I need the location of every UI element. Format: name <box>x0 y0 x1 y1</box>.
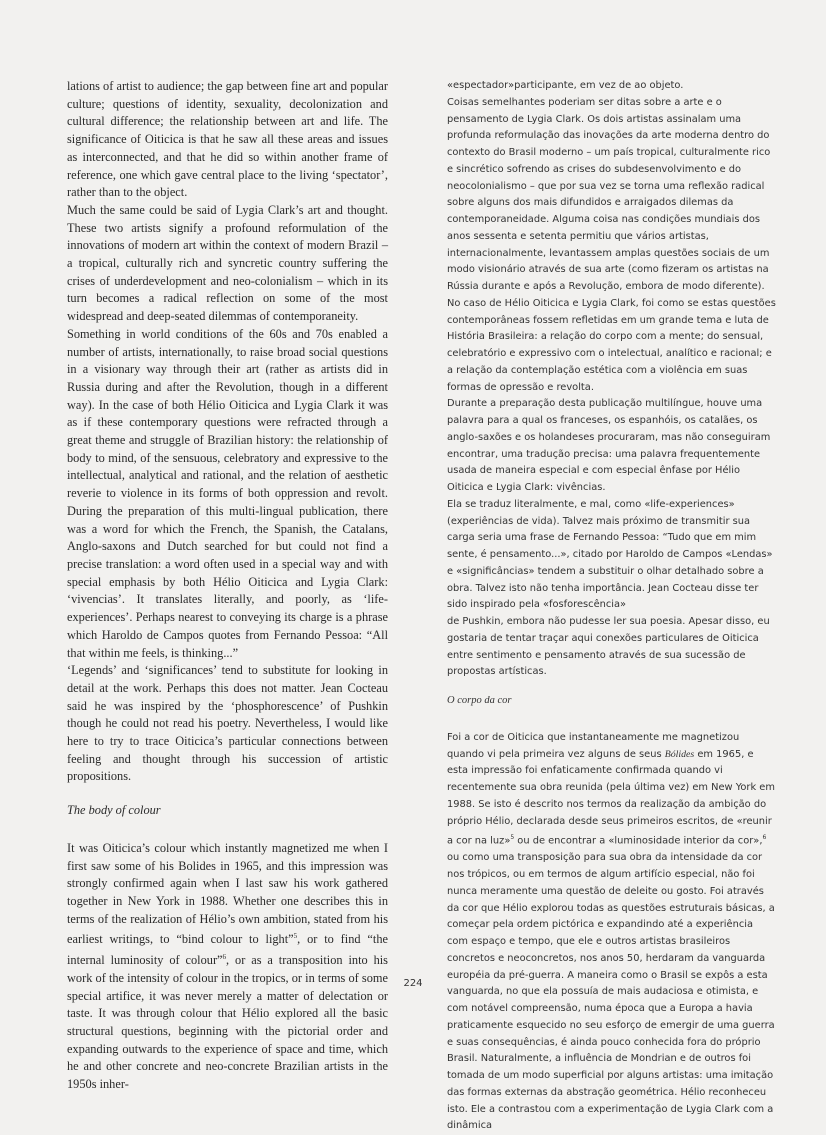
portuguese-p6-text-a: Foi a cor de Oiticica que instantaneamente me magnetizou quando vi pela primeira vez alguns de seus <box>447 731 740 760</box>
english-p5-text-b: , or to find “the internal luminosity of colour” <box>67 932 388 968</box>
portuguese-p6-text-c: ou de encontrar a «luminosidade interior da cor», <box>514 835 763 847</box>
english-paragraph-4: ‘Legends’ and ‘significances’ tend to substitute for looking in detail at the work. Perhaps this does not matter. Jean Cocteau said he was inspired by the ‘phosphorescence’ of Pushkin though he could not read his poetry. Nevertheless, I would like here to try to trace Oiticica’s particular connections between feeling and thought through his succession of artistic propositions. <box>67 663 388 784</box>
bolides-title: Bólides <box>664 748 695 760</box>
english-paragraph-1: lations of artist to audience; the gap between fine art and popular culture; questions of identity, sexuality, decolonization and cultural difference; the relationship between art and life. The significance of Oiticica is that he saw all these areas and issues as interconnected, and that he did so within another frame of reference, one which gave central place to the living ‘spectator’, rather than to the object. <box>67 79 388 200</box>
english-paragraph-3: Something in world conditions of the 60s and 70s enabled a number of artists, internationally, to raise broad social questions in a visionary way through their art (rather as artists did in Russia during and after the Revolution, though in a different way). In the case of both Hélio Oiticica and Lygia Clark it was as if these contemporary questions were refracted through a great theme and struggle of Brazilian history: the relationship of body to mind, of the sensuous, celebratory and expressive to the intellectual, analytical and rational, and the relation of aesthetic reverie to violence in its forms of both oppression and revolt. During the preparation of this multi-lingual publication, there was a word for which the French, the Spanish, the Catalans, Anglo-saxons and Dutch searched for but could not find a precise translation: a word often used in a special way and with special emphasis by both Hélio Oiticica and Lygia Clark: ‘vivencias’. It translates literally, and poorly, as ‘life-experiences’. Perhaps nearest to conveying its charge is a phrase which Haroldo de Campos quotes from Fernando Pessoa: “All that within me feels, is thinking...” <box>67 326 388 660</box>
english-paragraph-5 <box>67 840 388 1094</box>
portuguese-paragraph-1: Coisas semelhantes poderiam ser ditas sobre a arte e o pensamento de Lygia Clark. Os dois artistas assinalam uma profunda reformulação das inovações da arte moderna dentro do contexto do Brasil moderno – um país tropical, culturalmente rico e sincrético sofrendo as crises do subdesenvolvimento e do neocolonialismo – que por sua vez se torna uma reflexão radical sobre alguns dos mais difundidos e arraigados dilemas da contemporaneidade. Alguma coisa nas condições mundiais dos anos sessenta e setenta permitiu que vários artistas, internacionalmente, levantassem amplas questões sociais de um modo visionário através de sua arte (como fizeram os artistas na Rússia durante e após a Revolução, embora de modo diferente). <box>447 96 771 292</box>
portuguese-paragraph-3: Durante a preparação desta publicação multilíngue, houve uma palavra para a qual os franceses, os espanhóis, os catalães, os anglo-saxões e os holandeses procuraram, mas não conseguiram encontrar, uma tradução precisa: uma palavra frequentemente usada de maneira especial e com especial ênfase por Hélio Oiticica e Lygia Clark: vivências. <box>447 398 771 493</box>
portuguese-paragraph-5: de Pushkin, embora não pudesse ler sua poesia. Apesar disso, eu gostaria de tentar traçar aqui conexões particulares de Oiticica entre sentimento e pensamento através de sua sucessão de propostas artísticas. <box>447 616 770 678</box>
portuguese-paragraph-6 <box>447 730 777 1135</box>
portuguese-paragraph-2: No caso de Hélio Oiticica e Lygia Clark, foi como se estas questões contemporâneas fossem refletidas em um grande tema e luta de História Brasileira: a relação do corpo com a mente; do sensual, celebratório e expressivo com o intelectual, analítico e racional; e a relação da contemplação estética com a violência em suas formas de opressão e revolta. <box>447 297 776 393</box>
page-number: 224 <box>403 978 423 989</box>
english-p5-text-a: It was Oiticica’s colour which instantly magnetized me when I first saw some of his Bolides in 1965, and this impression was strongly confirmed again when I last saw his work gathered together in New York in 1988. Whether one describes this in terms of the realization of Hélio’s own ambition, stated from his earliest writings, to “bind colour to light” <box>67 840 388 947</box>
footnote-ref-6: 6 <box>222 953 227 962</box>
portuguese-column <box>447 78 777 1135</box>
english-column <box>67 78 388 1094</box>
portuguese-paragraph-4: Ela se traduz literalmente, e mal, como «life-experiences» (experiências de vida). Talvez mais próximo de transmitir sua carga seria uma frase de Fernando Pessoa: “Tudo que em mim sente, é pensamento...», citado por Haroldo de Campos «Lendas» e «significâncias» tendem a substituir o olhar detalhado sobre a obra. Talvez isto não tenha importância. Jean Cocteau disse ter sido inspirado pela «fosforescência» <box>447 498 773 611</box>
portuguese-p6-text-b: em 1965, e esta impressão foi enfaticamente confirmada quando vi recentemente sua obra reunida (pela última vez) em New York em 1988. Se isto é descrito nos termos da realização da ambição do próprio Hélio, declarada desde seus primeiros escritos, de «reunir a cor na luz» <box>447 748 775 847</box>
english-p5-text-c: , or as a transposition into his work of the intensity of colour in the tropics, or in terms of some special artifice, it was never merely a matter of delectation or taste. It was through colour that Hélio explored all the basic structural questions, beginning with the pictorial order and expanding outwards to the experience of space and time, which he and other concrete and neo-concrete Brazilian artists in the 1950s inher- <box>67 953 388 1092</box>
portuguese-p6-text-d: ou como uma transposição para sua obra da intensidade da cor nos trópicos, ou em termos de algum artifício especial, não foi nunca meramente uma questão de deleite ou gosto. Foi através da cor que Hélio explorou todas as questões estruturais básicas, a começar pela ordem pictórica e expandindo até a experiência com espaço e tempo, que ele e outros artistas brasileiros concretos e neoconcretos, nos anos 50, herdaram da vanguarda européia da pré-guerra. A maneira como o Brasil se expôs a esta vanguarda, no que ela possuía de mais audaciosa e otimista, e com notável compreensão, numa época que a Europa a havia praticamente esquecido no seu esforço de emergir de uma guerra e suas consequências, é ainda pouco conhecida fora do próprio Brasil. Naturalmente, a influência de Mondrian e de outros foi tomada de um modo superficial por alguns artistas: uma imitação das formas externas da abstração geométrica. Hélio reconheceu isto. Ele a contrastou com a experimentação de Lygia Clark com a dinâmica <box>447 852 775 1132</box>
english-section-heading: The body of colour <box>67 803 161 818</box>
portuguese-section-heading: O corpo da cor <box>447 695 512 706</box>
footnote-ref-5: 5 <box>510 834 515 842</box>
footnote-ref-6: 6 <box>762 834 767 842</box>
footnote-ref-5: 5 <box>293 932 298 941</box>
portuguese-paragraph-0: «espectador»participante, em vez de ao objeto. <box>447 80 684 91</box>
english-paragraph-2: Much the same could be said of Lygia Clark’s art and thought. These two artists signify a profound reformulation of the innovations of modern art within the context of modern Brazil – a tropical, culturally rich and syncretic country suffering the crises of underdevelopment and neo-colonialism – which in its turn becomes a radical reflection on some of the most widespread and deep-seated dilemmas of contemporaneity. <box>67 202 388 324</box>
